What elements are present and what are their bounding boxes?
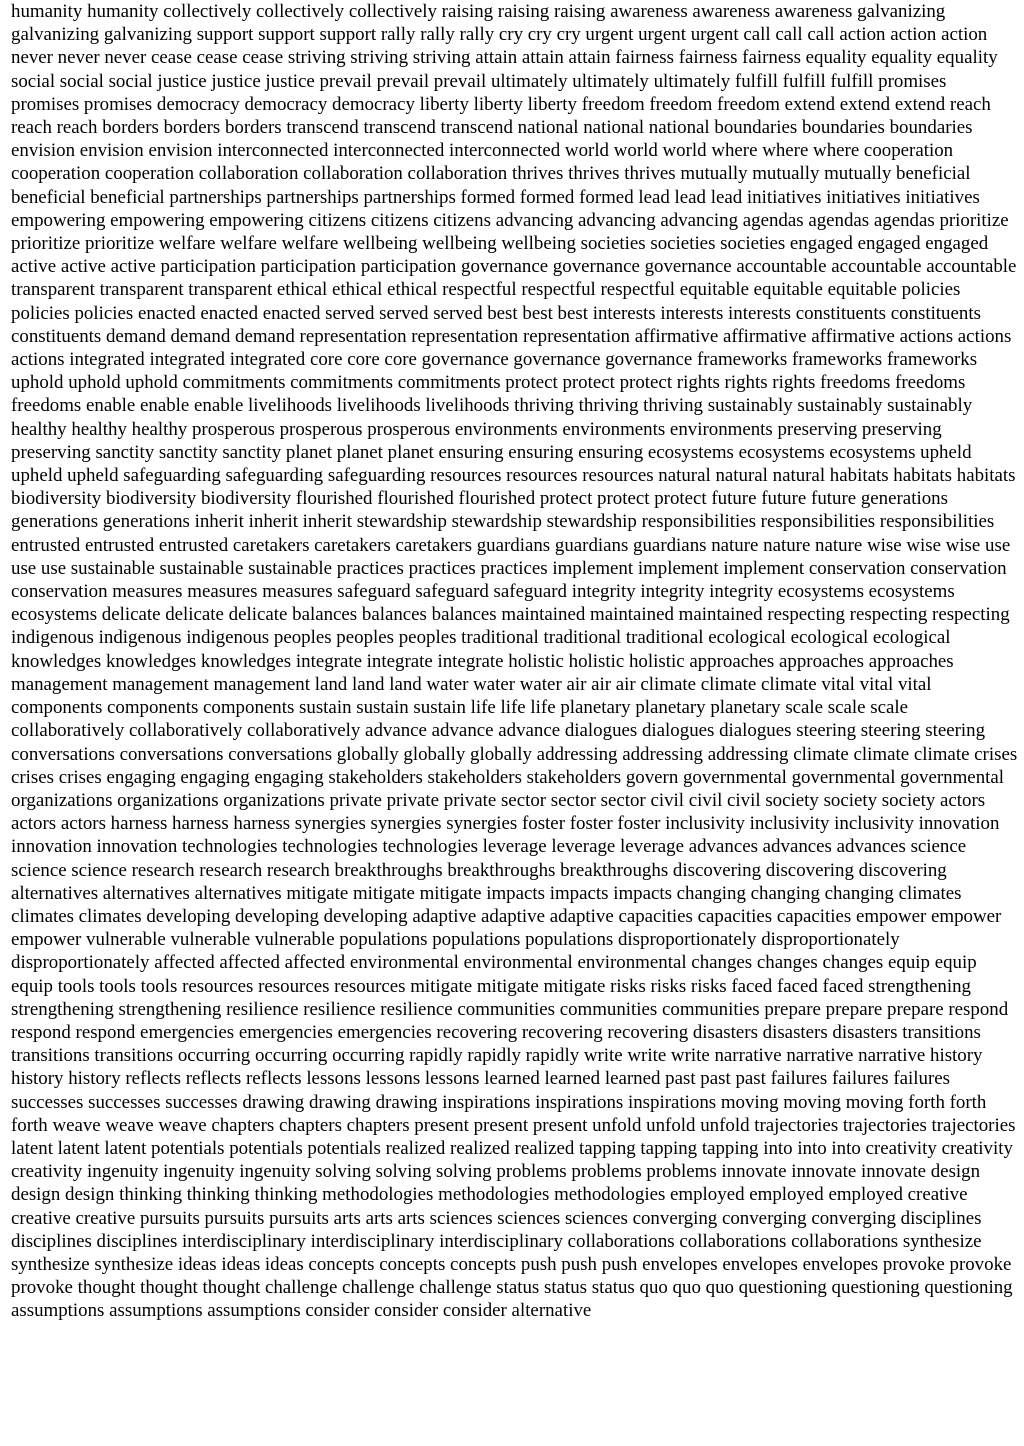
body-text: humanity humanity collectively collectively collectively raising raising raising awareness awareness awareness galvanizing galvanizing galvanizing support support support rally rally rally cry cry cry urgent urgent urgent call call call action action action never never never cease cease cease striving striving striving attain attain attain fairness fairness fairness equality equality equality social social social justice justice justice prevail prevail prevail ultimately ultimately ultimately fulfill fulfill fulfill promises promises promises democracy democracy democracy liberty liberty liberty freedom freedom freedom extend extend extend reach reach reach borders borders borders transcend transcend transcend national national national boundaries boundaries boundaries envision envision envision interconnected interconnected interconnected world world world where where where cooperation cooperation cooperation collaboration collaboration collaboration thrives thrives thrives mutually mutually mutually beneficial beneficial beneficial partnerships partnerships partnerships formed formed formed lead lead lead initiatives initiatives initiatives empowering empowering empowering citizens citizens citizens advancing advancing advancing agendas agendas agendas prioritize prioritize prioritize welfare welfare welfare wellbeing wellbeing wellbeing societies societies societies engaged engaged engaged active active active participation participation participation governance governance governance accountable accountable accountable transparent transparent transparent ethical ethical ethical respectful respectful respectful equitable equitable equitable policies policies policies enacted enacted enacted served served served best best best interests interests interests constituents constituents constituents demand demand demand representation representation representation affirmative affirmative affirmative actions actions actions integrated integrated integrated core core core governance governance governance frameworks frameworks frameworks uphold uphold uphold commitments commitments commitments protect protect protect rights rights rights freedoms freedoms freedoms enable enable enable livelihoods livelihoods livelihoods thriving thriving thriving sustainably sustainably sustainably healthy healthy healthy prosperous prosperous prosperous environments environments environments preserving preserving preserving sanctity sanctity sanctity planet planet planet ensuring ensuring ensuring ecosystems ecosystems ecosystems upheld upheld upheld safeguarding safeguarding safeguarding resources resources resources natural natural natural habitats habitats habitats biodiversity biodiversity biodiversity flourished flourished flourished protect protect protect future future future generations generations generations inherit inherit inherit stewardship stewardship stewardship responsibilities responsibilities responsibilities entrusted entrusted entrusted caretakers caretakers caretakers guardians guardians guardians nature nature nature wise wise wise use use use sustainable sustainable sustainable practices practices practices implement implement implement conservation conservation conservation measures measures measures safeguard safeguard safeguard integrity integrity integrity ecosystems ecosystems ecosystems delicate delicate delicate balances balances balances maintained maintained maintained respecting respecting respecting indigenous indigenous indigenous peoples peoples peoples traditional traditional traditional ecological ecological ecological knowledges knowledges knowledges integrate integrate integrate holistic holistic holistic approaches approaches approaches management management management land land land water water water air air air climate climate climate vital vital vital components components components sustain sustain sustain life life life planetary planetary planetary scale scale scale collaboratively collaboratively collaboratively advance advance advance dialogues dialogues dialogues steering steering steering conversations conversations conversations globally globally globally addressing addressing addressing climate climate climate crises crises crises engaging engaging engaging stakeholders stakeholders stakeholders govern governmental governmental governmental organizations organizations organizations private private private sector sector sector civil civil civil society society society actors actors actors harness harness harness synergies synergies synergies foster foster foster inclusivity inclusivity inclusivity innovation innovation innovation technologies technologies technologies leverage leverage leverage advances advances advances science science science research research research breakthroughs breakthroughs breakthroughs discovering discovering discovering alternatives alternatives alternatives mitigate mitigate mitigate impacts impacts impacts changing changing changing climates climates climates developing developing developing adaptive adaptive adaptive capacities capacities capacities empower empower empower vulnerable vulnerable vulnerable populations populations populations disproportionately disproportionately disproportionately affected affected affected environmental environmental environmental changes changes changes equip equip equip tools tools tools resources resources resources mitigate mitigate mitigate risks risks risks faced faced faced strengthening strengthening strengthening resilience resilience resilience communities communities communities prepare prepare prepare respond respond respond emergencies emergencies emergencies recovering recovering recovering disasters disasters disasters transitions transitions transitions occurring occurring occurring rapidly rapidly rapidly write write write narrative narrative narrative history history history reflects reflects reflects lessons lessons lessons learned learned learned past past past failures failures failures successes successes successes drawing drawing drawing inspirations inspirations inspirations moving moving moving forth forth forth weave weave weave chapters chapters chapters present present present unfold unfold unfold trajectories trajectories trajectories latent latent latent potentials potentials potentials realized realized realized tapping tapping tapping into into into creativity creativity creativity ingenuity ingenuity ingenuity solving solving solving problems problems problems innovate innovate innovate design design design thinking thinking thinking methodologies methodologies methodologies employed employed employed creative creative creative pursuits pursuits pursuits arts arts arts sciences sciences sciences converging converging converging disciplines disciplines disciplines interdisciplinary interdisciplinary interdisciplinary collaborations collaborations collaborations synthesize synthesize synthesize ideas ideas ideas concepts concepts concepts push push push envelopes envelopes envelopes provoke provoke provoke thought thought thought challenge challenge challenge status status status quo quo quo questioning questioning questioning assumptions assumptions assumptions consider consider consider alternative: [11, 1, 1018, 1322]
